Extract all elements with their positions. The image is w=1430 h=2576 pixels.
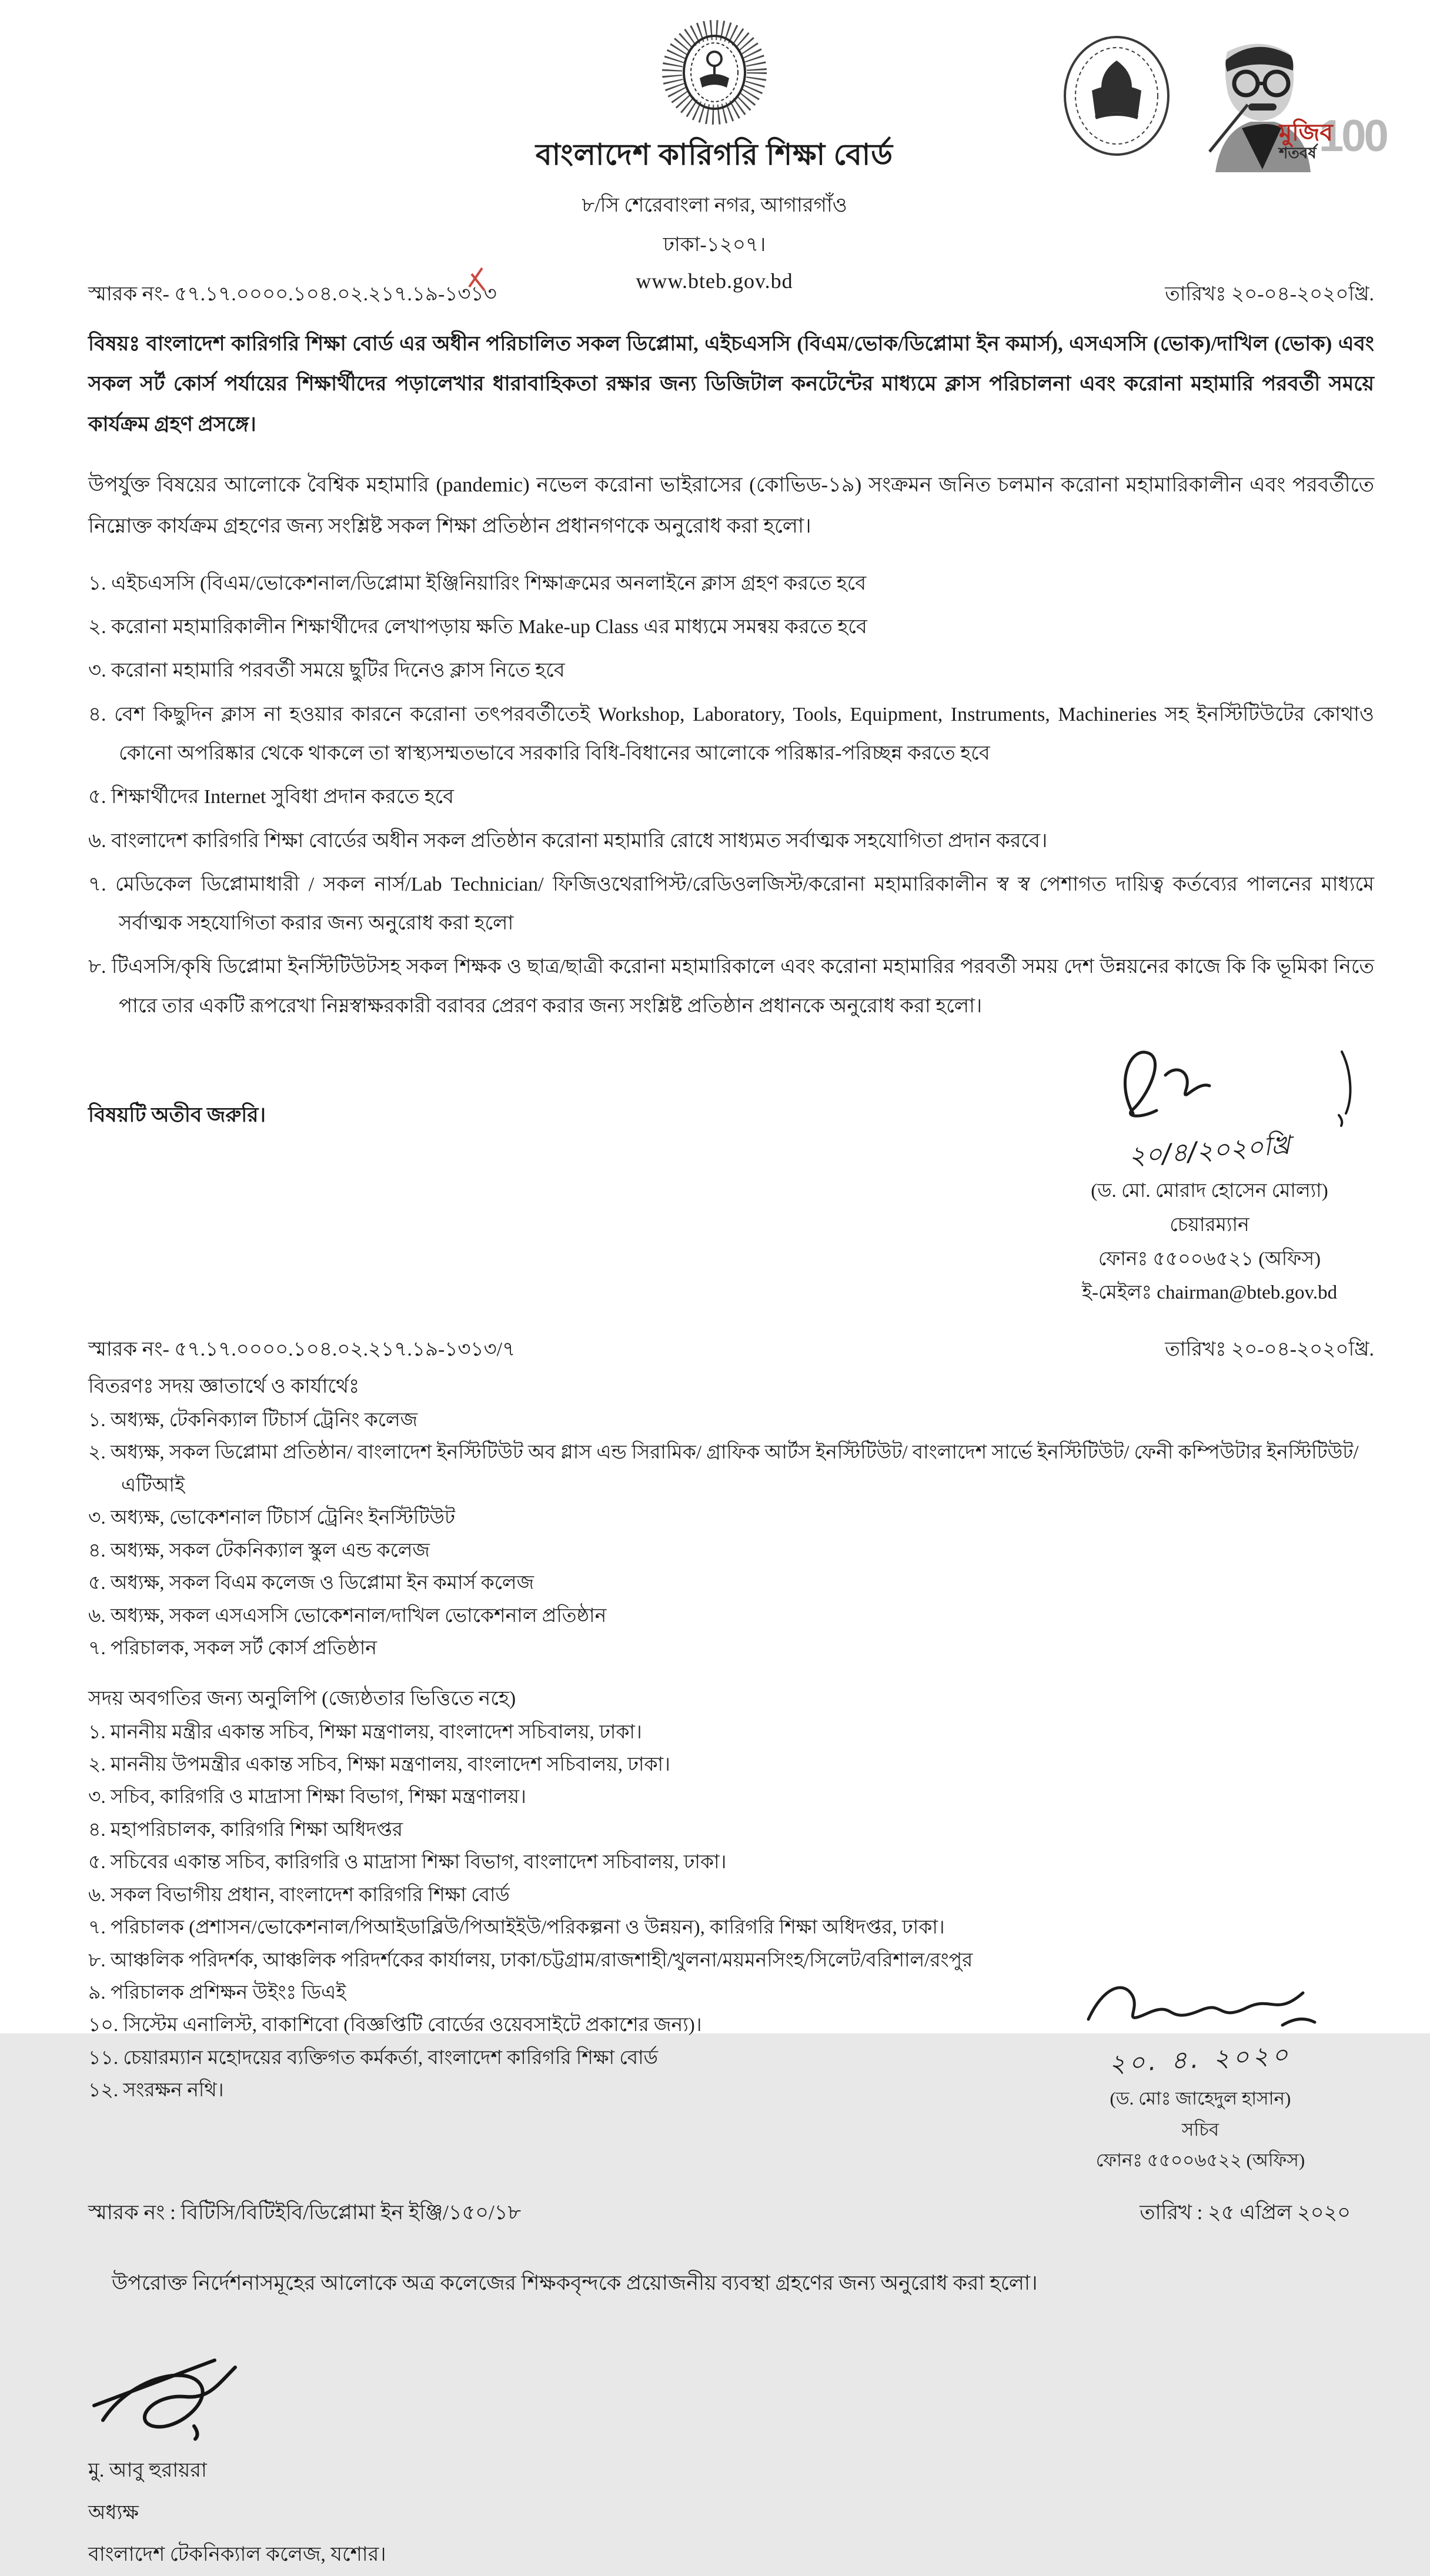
list-item: ২. করোনা মহামারিকালীন শিক্ষার্থীদের লেখাপড়ায় ক্ষতি Make-up Class এর মাধ্যমে সমন্বয় করতে হবে [88,616,867,638]
list-item: ৯. পরিচালক প্রশিক্ষন উইংঃ ডিএই [88,1982,346,2004]
org-website: www.bteb.gov.bd [636,269,793,293]
list-item: ৮. টিএসসি/কৃষি ডিপ্লোমা ইনস্টিটিউটসহ সকল শিক্ষক ও ছাত্র/ছাত্রী করোনা মহামারিকালে এবং করোনা মহামারির পরবর্তী সময় দেশ উন্নয়নের কাজে কি কি ভূমিকা নিতে পারে তার একটি রূপরেখা নিম্নস্বাক্ষরকারী বরাবর প্রেরণ করার জন্য সংশ্লিষ্ট প্রতিষ্ঠান প্রধানকে অনুরোধ করা হলো। [88,956,1374,1017]
list-item: ৬. সকল বিভাগীয় প্রধান, বাংলাদেশ কারিগরি শিক্ষা বোর্ড [88,1884,510,1906]
secretary-signature-block [1027,1969,1374,2176]
principal-signature-icon [88,2338,335,2450]
list-item: ৪. মহাপরিচালক, কারিগরি শিক্ষা অধিদপ্তর [88,1819,403,1841]
chairman-email: ই-মেইলঃ chairman@bteb.gov.bd [1081,1282,1338,1304]
secretary-phone: ফোনঃ ৫৫০০৬৫২২ (অফিস) [1095,2150,1305,2171]
cc-and-secretary-row [88,1717,1374,2176]
principal-title: অধ্যক্ষ [88,2501,139,2524]
cc-heading: সদয় অবগতির জন্য অনুলিপি (জ্যেষ্ঠতার ভিত্তিতে নহে) [88,1687,516,1709]
list-item: ৫. অধ্যক্ষ, সকল বিএম কলেজ ও ডিপ্লোমা ইন কমার্স কলেজ [88,1573,534,1594]
list-item: ৪. বেশ কিছুদিন ক্লাস না হওয়ার কারনে করোনা তৎপরবর্তীতেই Workshop, Laboratory, Tools, Equipment, Instruments, Machineries সহ ইনস্টিটিউটের কোথাও কোনো অপরিষ্কার থেকে থাকলে তা স্বাস্থ্যসম্মতভাবে সরকারি বিধি-বিধানের আলোকে পরিষ্কার-পরিচ্ছন্ন করতে হবে [88,703,1374,764]
chairman-handwritten-date: ২০/৪/২০২০খ্রি [1127,1130,1292,1172]
distribution-heading: বিতরণঃ সদয় জ্ঞাতার্থে ও কার্যার্থেঃ [88,1376,360,1398]
list-item: ১০. সিস্টেম এনালিস্ট, বাকাশিবো (বিজ্ঞপ্তিটি বোর্ডের ওয়েবসাইটে প্রকাশের জন্য)। [88,2015,702,2036]
principal-name: মু. আবু হুরায়রা [88,2460,207,2482]
list-item: ৩. সচিব, কারিগরি ও মাদ্রাসা শিক্ষা বিভাগ, শিক্ষা মন্ত্রণালয়। [88,1787,526,1808]
list-item: ১. এইচএসসি (বিএম/ভোকেশনাল/ডিপ্লোমা ইঞ্জিনিয়ারিং শিক্ষাক্রমের অনলাইনে ক্লাস গ্রহণ করতে হবে [88,572,867,594]
directives-list [88,564,1374,1026]
document-header [88,16,1386,293]
memo-number-1: স্মারক নং- ৫৭.১৭.০০০০.১০৪.০২.২১৭.১৯-১৩১৩ [88,279,497,312]
chairman-name: (ড. মো. মোরাদ হোসেন মোল্যা) [1091,1180,1328,1202]
list-item: ৭. মেডিকেল ডিপ্লোমাধারী / সকল নার্স/Lab Technician/ ফিজিওথেরাপিস্ট/রেডিওলজিস্ট/করোনা মহামারিকালীন স্ব স্ব পেশাগত দায়িত্ব কর্তব্যের পালনের মাধ্যমে সর্বাত্মক সহযোগিতা করার জন্য অনুরোধ করা হলো [88,873,1374,935]
memo-number-3: স্মারক নং : বিটিসি/বিটিইবি/ডিপ্লোমা ইন ইঞ্জি/১৫০/১৮ [88,2200,522,2224]
list-item: ৭. পরিচালক (প্রশাসন/ভোকেশনাল/পিআইডাব্লিউ/পিআইইউ/পরিকল্পনা ও উন্নয়ন), কারিগরি শিক্ষা অধিদপ্তর, ঢাকা। [88,1917,945,1939]
list-item: ৬. অধ্যক্ষ, সকল এসএসসি ভোকেশনাল/দাখিল ভোকেশনাল প্রতিষ্ঠান [88,1605,607,1627]
list-item: ৫. সচিবের একান্ত সচিব, কারিগরি ও মাদ্রাসা শিক্ষা বিভাগ, বাংলাদেশ সচিবালয়, ঢাকা। [88,1852,727,1874]
chairman-signature-icon [1045,1040,1374,1128]
mujib-logo-word2: শতবর্ষ [1279,144,1317,162]
chairman-phone: ফোনঃ ৫৫০০৬৫২১ (অফিস) [1098,1248,1321,1270]
red-tick-mark-icon [465,263,492,296]
org-address-line2: ঢাকা-১২০৭। [663,234,766,256]
principal-signature-block [88,2338,1374,2575]
memo-line-3 [88,2196,1374,2231]
board-seal-icon [1058,34,1175,160]
urgent-note: বিষয়টি অতীব জরুরি। [88,1103,266,1127]
memo-date-3: তারিখ : ২৫ এপ্রিল ২০২০ [1140,2200,1351,2224]
list-item: ৩. করোনা মহামারি পরবর্তী সময়ে ছুটির দিনেও ক্লাস নিতে হবে [88,660,565,682]
principal-institution: বাংলাদেশ টেকনিক্যাল কলেজ, যশোর। [88,2544,386,2566]
memo-number-2: স্মারক নং- ৫৭.১৭.০০০০.১০৪.০২.২১৭.১৯-১৩১৩/৭ [88,1339,516,1361]
memo-date-1: তারিখঃ ২০-০৪-২০২০খ্রি. [1165,283,1374,305]
mujib-100-number: 100 [1319,111,1386,161]
list-item: ৪. অধ্যক্ষ, সকল টেকনিক্যাল স্কুল এন্ড কলেজ [88,1540,430,1561]
secretary-name: (ড. মোঃ জাহেদুল হাসান) [1110,2087,1291,2109]
list-item: ২. মাননীয় উপমন্ত্রীর একান্ত সচিব, শিক্ষা মন্ত্রণালয়, বাংলাদেশ সচিবালয়, ঢাকা। [88,1754,670,1775]
list-item: ৮. আঞ্চলিক পরিদর্শক, আঞ্চলিক পরিদর্শকের কার্যালয়, ঢাকা/চট্টগ্রাম/রাজশাহী/খুলনা/ময়মনসিংহ/সিলেট/বরিশাল/রংপুর [88,1949,973,1971]
list-item: ৭. পরিচালক, সকল সর্ট কোর্স প্রতিষ্ঠান [88,1638,377,1660]
secretary-title: সচিব [1181,2119,1219,2140]
bteb-starburst-logo-icon [659,16,770,128]
secretary-handwritten-date: ২০. ৪. ২০২০ [1108,2039,1292,2078]
header-logos [1058,34,1386,172]
list-item: ১২. সংরক্ষন নথি। [88,2080,224,2102]
cc-list [88,1717,1027,2107]
list-item: ৫. শিক্ষার্থীদের Internet সুবিধা প্রদান করতে হবে [88,786,455,808]
chairman-signature-block [1045,1040,1374,1310]
memo-date-2: তারিখঃ ২০-০৪-২০২০খ্রি. [1165,1339,1374,1361]
closing-paragraph: উপরোক্ত নির্দেশনাসমূহের আলোকে অত্র কলেজের শিক্ষকবৃন্দকে প্রয়োজনীয় ব্যবস্থা গ্রহণের জন্য অনুরোধ করা হলো। [112,2271,1038,2294]
distribution-list [88,1404,1374,1665]
list-item: ৬. বাংলাদেশ কারিগরি শিক্ষা বোর্ডের অধীন সকল প্রতিষ্ঠান করোনা মহামারি রোধে সাধ্যমত সর্বাত্মক সহযোগিতা প্রদান করবে। [88,829,1048,852]
list-item: ২. অধ্যক্ষ, সকল ডিপ্লোমা প্রতিষ্ঠান/ বাংলাদেশ ইনস্টিটিউট অব গ্লাস এন্ড সিরামিক/ গ্রাফিক আর্টস ইনস্টিটিউট/ বাংলাদেশ সার্ভে ইনস্টিটিউট/ ফেনী কম্পিউটার ইনস্টিটিউট/ এটিআই [88,1442,1359,1496]
list-item: ১. অধ্যক্ষ, টেকনিক্যাল টিচার্স ট্রেনিং কলেজ [88,1410,418,1431]
org-address-line1: ৮/সি শেরেবাংলা নগর, আগারগাঁও [582,195,847,216]
org-name: বাংলাদেশ কারিগরি শিক্ষা বোর্ড [535,138,894,171]
letterhead [406,16,1023,293]
chairman-title: চেয়ারম্যান [1170,1214,1249,1236]
list-item: ৩. অধ্যক্ষ, ভোকেশনাল টিচার্স ট্রেনিং ইনস্টিটিউট [88,1507,455,1529]
secretary-signature-icon [1077,1969,1324,2037]
list-item: ১১. চেয়ারম্যান মহোদয়ের ব্যক্তিগত কর্মকর্তা, বাংলাদেশ কারিগরি শিক্ষা বোর্ড [88,2047,658,2069]
mujib-logo-word: মুজিব [1279,120,1333,146]
subject-line: বিষয়ঃ বাংলাদেশ কারিগরি শিক্ষা বোর্ড এর অধীন পরিচালিত সকল ডিপ্লোমা, এইচএসসি (বিএম/ভোক/ডিপ্লোমা ইন কমার্স), এসএসসি (ভোক)/দাখিল (ভোক) এবং সকল সর্ট কোর্স পর্যায়ের শিক্ষার্থীদের পড়ালেখার ধারাবাহিকতা রক্ষার জন্য ডিজিটাল কনটেন্টের মাধ্যমে ক্লাস পরিচালনা এবং করোনা মহামারি পরবর্তী সময়ে কার্যক্রম গ্রহণ প্রসঙ্গে। [88,332,1374,436]
memo-line-2 [88,1334,1374,1367]
mujib-borsho-logo [1192,34,1386,172]
intro-paragraph: উপর্যুক্ত বিষয়ের আলোকে বৈশ্বিক মহামারি (pandemic) নভেল করোনা ভাইরাসের (কোভিড-১৯) সংক্রমন জনিত চলমান করোনা মহামারিকালীন এবং পরবর্তীতে নিম্নোক্ত কার্যক্রম গ্রহণের জন্য সংশ্লিষ্ট সকল শিক্ষা প্রতিষ্ঠান প্রধানগণকে অনুরোধ করা হলো। [88,473,1374,537]
urgent-and-signature-row [88,1040,1374,1310]
list-item: ১. মাননীয় মন্ত্রীর একান্ত সচিব, শিক্ষা মন্ত্রণালয়, বাংলাদেশ সচিবালয়, ঢাকা। [88,1721,642,1743]
